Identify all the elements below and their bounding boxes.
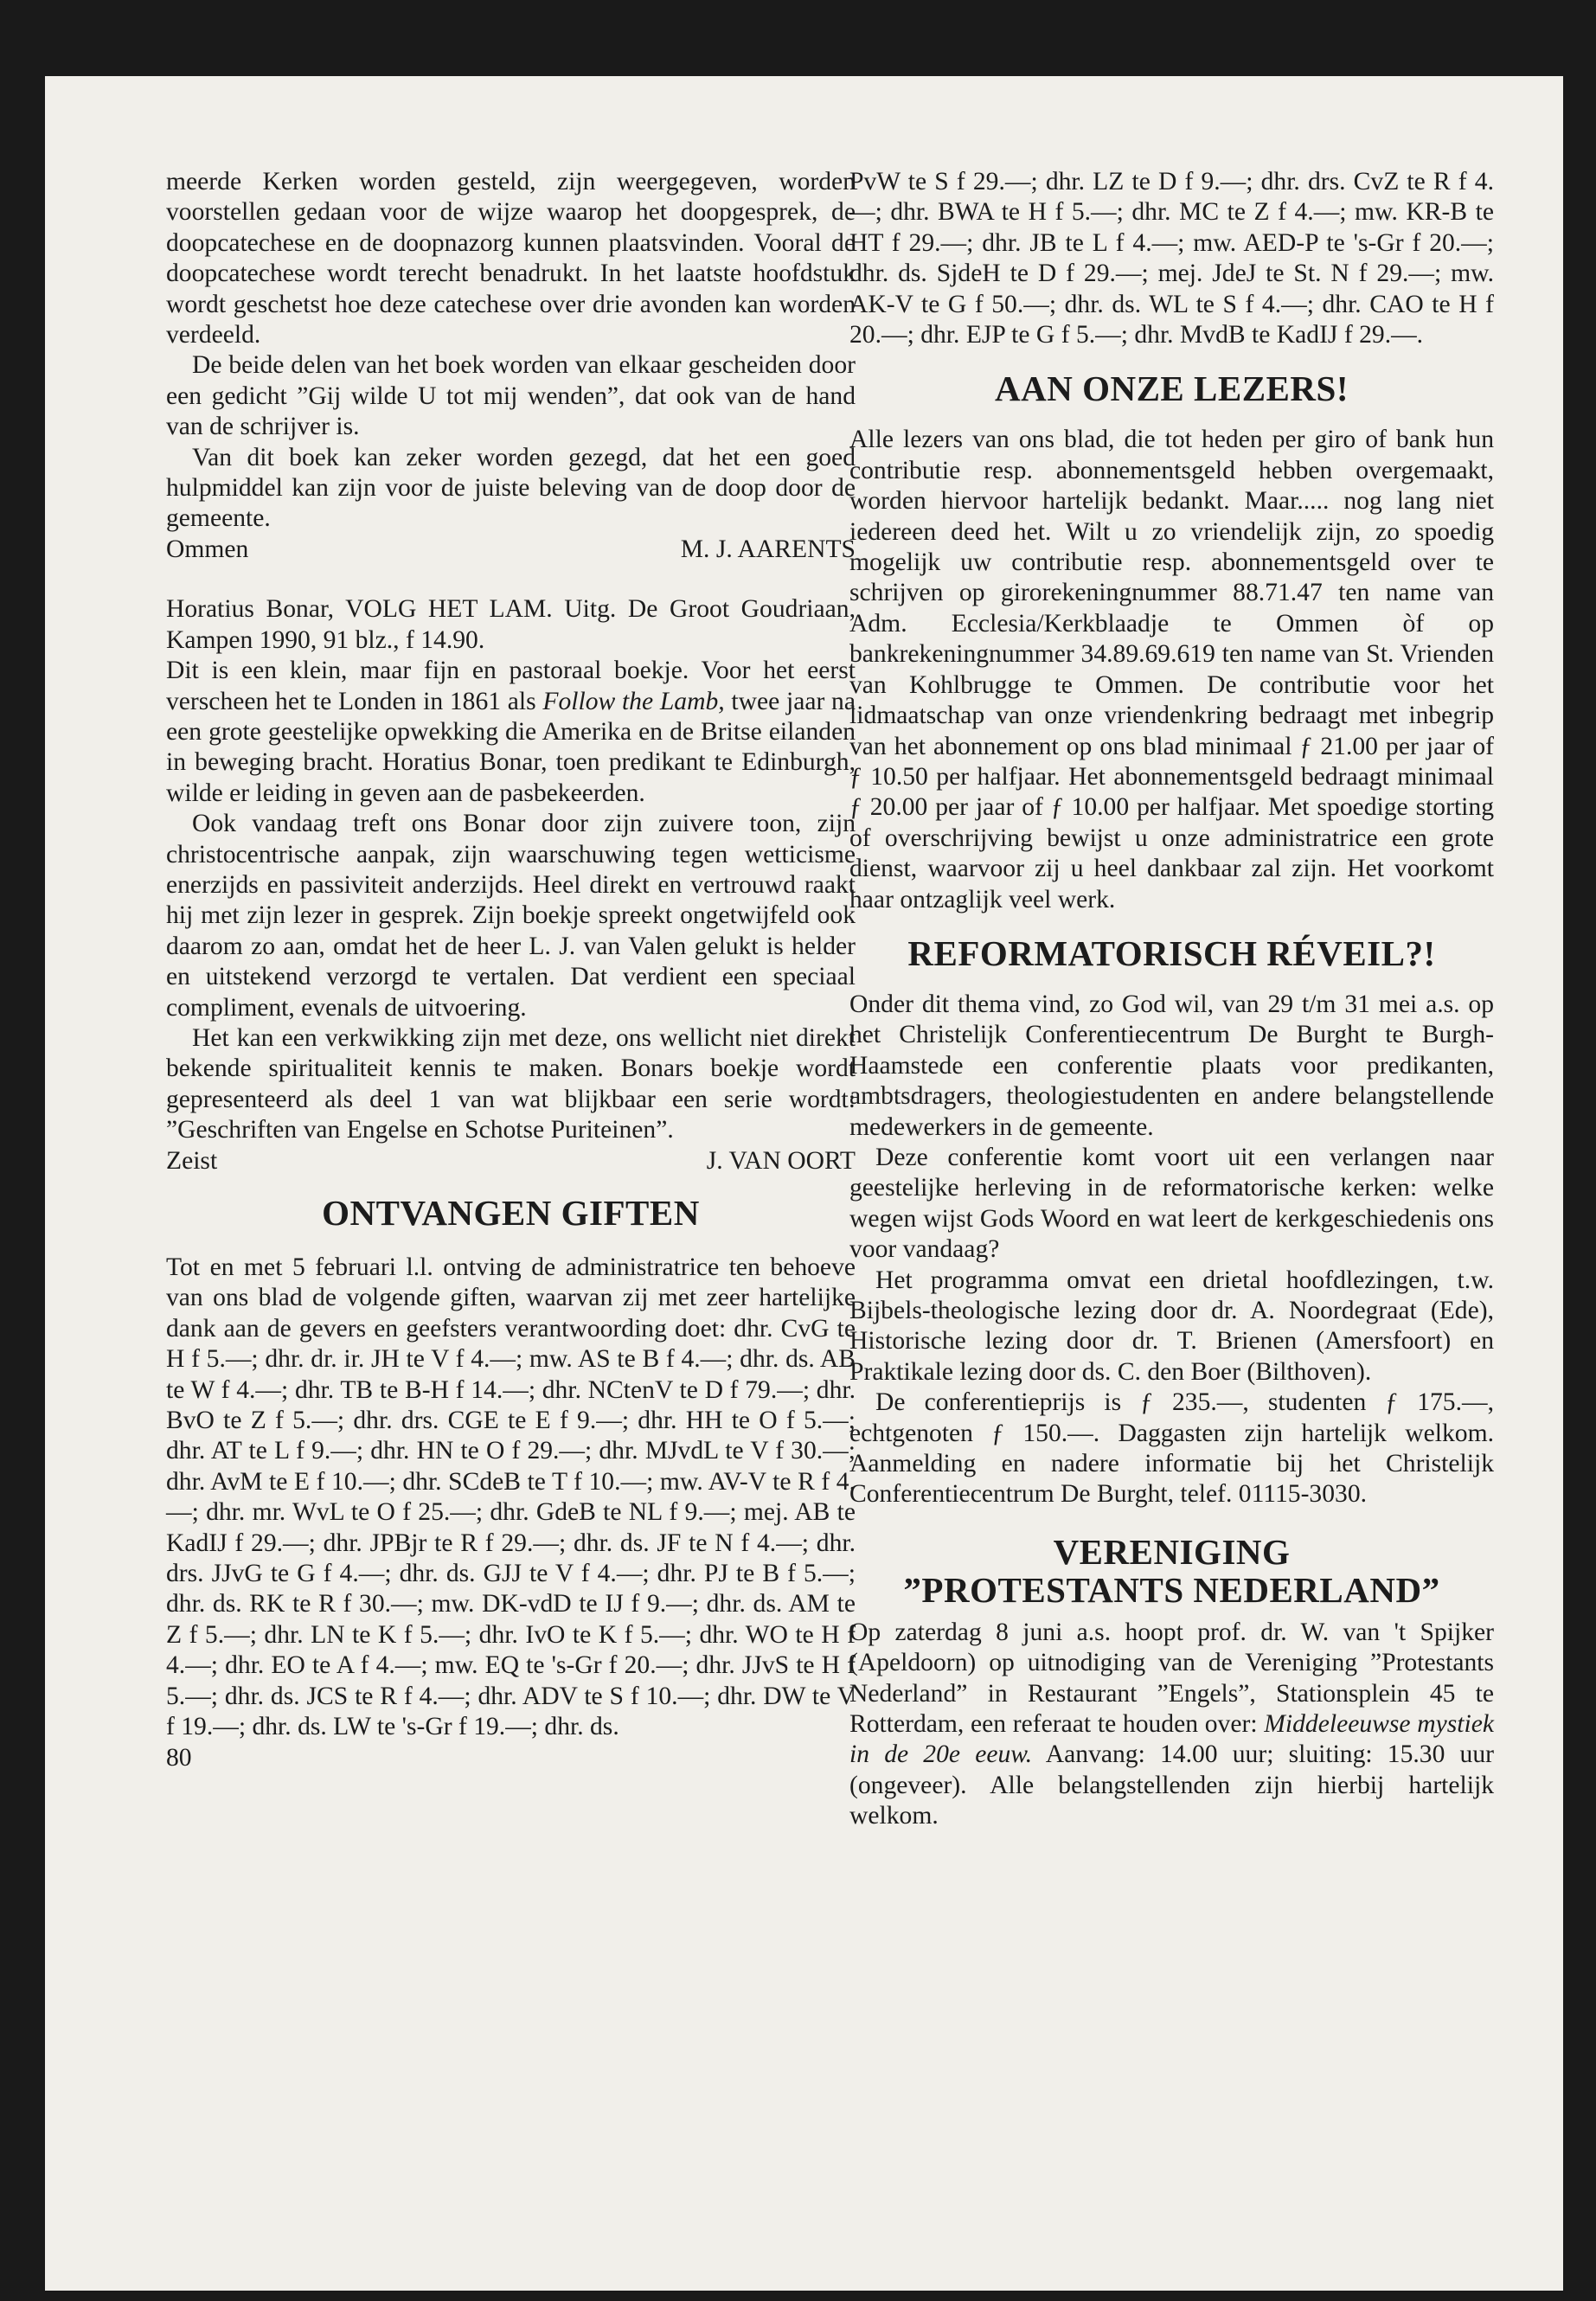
signature-name: J. VAN OORT bbox=[706, 1146, 856, 1175]
heading-ontvangen-giften: ONTVANGEN GIFTEN bbox=[322, 1193, 700, 1233]
signature-place: Zeist bbox=[166, 1146, 218, 1175]
reveil-paragraph-1: Onder dit thema vind, zo God wil, van 29 t/m 31 mei a.s. op het Christelijk Conferentiecentrum De Burght te Burgh-Haamstede een conferentie plaats voor predikanten, ambtsdragers, theologiestudenten en andere belangstellende medewerkers in de gemeente. bbox=[849, 990, 1494, 1141]
book-title-italic: Follow the Lamb, bbox=[542, 687, 725, 715]
book-reference: Horatius Bonar, VOLG HET LAM. Uitg. De Groot Goudriaan, Kampen 1990, 91 blz., f 14.90. bbox=[166, 595, 856, 654]
readers-paragraph: Alle lezers van ons blad, die tot heden per giro of bank hun contributie resp. abonnementsgeld hebben overgemaakt, worden hiervoor hartelijk bedankt. Maar..... nog lang niet iedereen deed het. Wilt u zo vriendelijk zijn, zo spoedig mogelijk uw contributie resp. abonnementsgeld over te schrijven op girorekeningnummer 88.71.47 ten name van Adm. Ecclesia/Kerkblaadje te Ommen òf op bankrekeningnummer 34.89.69.619 ten name van St. Vrienden van Kohlbrugge te Ommen. De contributie voor het lidmaatschap van onze vriendenkring bedraagt met inbegrip van het abonnement op ons blad minimaal ƒ 21.00 per jaar of ƒ 10.50 per halfjaar. Het abonnementsgeld bedraagt minimaal ƒ 20.00 per jaar of ƒ 10.00 per halfjaar. Met spoedige storting of overschrijving bewijst u onze administratrice een grote dienst, waarvoor zij u heel dankbaar zal zijn. Het voorkomt haar ontzaglijk veel werk. bbox=[849, 426, 1494, 913]
gifts-paragraph: Tot en met 5 februari l.l. ontving de administratrice ten behoeve van ons blad de volgende giften, waarvan zij met zeer hartelijke dank aan de gevers en geefsters verantwoording doet: dhr. CvG te H f 5.—; dhr. dr. ir. JH te V f 4.—; mw. AS te B f 4.—; dhr. ds. AB te W f 4.—; dhr. TB te B-H f 14.—; dhr. NCtenV te D f 79.—; dhr. BvO te Z f 5.—; dhr. drs. CGE te E f 9.—; dhr. HH te O f 5.—; dhr. AT te L f 9.—; dhr. HN te O f 29.—; dhr. MJvdL te V f 30.—; dhr. AvM te E f 10.—; dhr. SCdeB te T f 10.—; mw. AV-V te R f 4.—; dhr. mr. WvL te O f 25.—; dhr. GdeB te NL f 9.—; mej. AB te KadIJ f 29.—; dhr. JPBjr te R f 29.—; dhr. ds. JF te N f 4.—; dhr. drs. JJvG te G f 4.—; dhr. ds. GJJ te V f 4.—; dhr. PJ te B f 5.—; dhr. ds. RK te R f 30.—; mw. DK-vdD te IJ f 9.—; dhr. ds. AM te Z f 5.—; dhr. LN te K f 5.—; dhr. IvO te K f 5.—; dhr. WO te H f 4.—; dhr. EO te A f 4.—; mw. EQ te 's-Gr f 20.—; dhr. JJvS te H f 5.—; dhr. ds. JCS te R f 4.—; dhr. ADV te S f 10.—; dhr. DW te V f 19.—; dhr. ds. LW te 's-Gr f 19.—; dhr. ds. bbox=[166, 1253, 856, 1741]
heading-protestants-nederland: ”PROTESTANTS NEDERLAND” bbox=[903, 1569, 1440, 1610]
gifts-continued: PvW te S f 29.—; dhr. LZ te D f 9.—; dhr. drs. CvZ te R f 4.—; dhr. BWA te H f 5.—; dhr. MC te Z f 4.—; mw. KR-B te HT f 29.—; dhr. JB te L f 4.—; mw. AED-P te 's-Gr f 20.—; dhr. ds. SjdeH te D f 29.—; mej. JdeJ te St. N f 29.—; mw. AK-V te G f 50.—; dhr. ds. WL te S f 4.—; dhr. CAO te H f 20.—; dhr. EJP te G f 5.—; dhr. MvdB te KadIJ f 29.—. bbox=[849, 168, 1494, 349]
signature-name: M. J. AARENTS bbox=[680, 535, 856, 563]
review-paragraph-4: Dit is een klein, maar fijn en pastoraal boekje. Voor het eerst verscheen het te Londen in 1861 als Follow the Lamb, twee jaar na een grote geestelijke opwekking die Amerika en de Britse eilanden in beweging bracht. Horatius Bonar, toen predikant te Edinburgh, wilde er leiding in geven aan de pasbekeerden. bbox=[166, 657, 856, 807]
review-paragraph-3: Van dit boek kan zeker worden gezegd, dat het een goed hulpmiddel kan zijn voor de juiste beleving van de doop door de gemeente. bbox=[166, 443, 856, 533]
review-paragraph-5: Ook vandaag treft ons Bonar door zijn zuivere toon, zijn christocentrische aanpak, zijn waarschuwing tegen wetticisme enerzijds en passiviteit anderzijds. Heel direkt en vertrouwd raakt hij met zijn lezer in gesprek. Zijn boekje spreekt ongetwijfeld ook daarom zo aan, omdat het de heer L. J. van Valen gelukt is helder en uitstekend verzorgd te vertalen. Dat verdient een speciaal compliment, evenals de uitvoering. bbox=[166, 810, 856, 1022]
lecture-title-italic: Middeleeuwse mystiek in de 20e eeuw. bbox=[849, 1710, 1494, 1769]
heading-reformatorisch-reveil: REFORMATORISCH RÉVEIL?! bbox=[907, 933, 1436, 973]
right-column bbox=[849, 167, 1494, 1832]
magazine-page bbox=[45, 76, 1563, 2291]
reveil-paragraph-2: Deze conferentie komt voort uit een verlangen naar geestelijke herleving in de reformatorische kerken: welke wegen wijst Gods Woord en wat leert de kerkgeschiedenis ons voor vandaag? bbox=[849, 1143, 1494, 1264]
signature-aarents bbox=[166, 535, 856, 565]
reveil-paragraph-3: Het programma omvat een drietal hoofdlezingen, t.w. Bijbels-theologische lezing door dr. A. Noordegraat (Ede), Historische lezing door dr. T. Brienen (Amersfoort) en Praktikale lezing door ds. C. den Boer (Bilthoven). bbox=[849, 1266, 1494, 1386]
review-paragraph-2: De beide delen van het boek worden van elkaar gescheiden door een gedicht ”Gij wilde U tot mij wenden”, dat ook van de hand van de schrijver is. bbox=[166, 351, 856, 441]
signature-van-oort bbox=[166, 1146, 856, 1176]
review-paragraph-6: Het kan een verkwikking zijn met deze, ons wellicht niet direkt bekende spiritualiteit kennis te maken. Bonars boekje wordt gepresenteerd als deel 1 van wat blijkbaar een serie wordt: ”Geschriften van Engelse en Schotse Puriteinen”. bbox=[166, 1023, 856, 1144]
heading-aan-onze-lezers: AAN ONZE LEZERS! bbox=[995, 369, 1349, 409]
heading-vereniging: VERENIGING bbox=[1053, 1531, 1291, 1572]
review-paragraph-1: meerde Kerken worden gesteld, zijn weergegeven, worden voorstellen gedaan voor de wijze waarop het doopgesprek, de doopcatechese en de doopnazorg kunnen plaatsvinden. Vooral de doopcatechese wordt terecht benadrukt. In het laatste hoofdstuk wordt geschetst hoe deze catechese over drie avonden kan worden verdeeld. bbox=[166, 168, 856, 349]
reveil-paragraph-4: De conferentieprijs is ƒ 235.—, studenten ƒ 175.—, echtgenoten ƒ 150.—. Daggasten zijn hartelijk welkom. Aanmelding en nadere informatie bij het Christelijk Conferentiecentrum De Burght, telef. 01115-3030. bbox=[849, 1388, 1494, 1509]
vereniging-paragraph: Op zaterdag 8 juni a.s. hoopt prof. dr. W. van 't Spijker (Apeldoorn) op uitnodiging van de Vereniging ”Protestants Nederland” in Restaurant ”Engels”, Stationsplein 45 te Rotterdam, een referaat te houden over: Middeleeuwse mystiek in de 20e eeuw. Aanvang: 14.00 uur; sluiting: 15.30 uur (ongeveer). Alle belangstellenden zijn hierbij hartelijk welkom. bbox=[849, 1618, 1494, 1830]
left-column bbox=[166, 167, 856, 1773]
page-number: 80 bbox=[166, 1743, 192, 1772]
signature-place: Ommen bbox=[166, 535, 249, 563]
